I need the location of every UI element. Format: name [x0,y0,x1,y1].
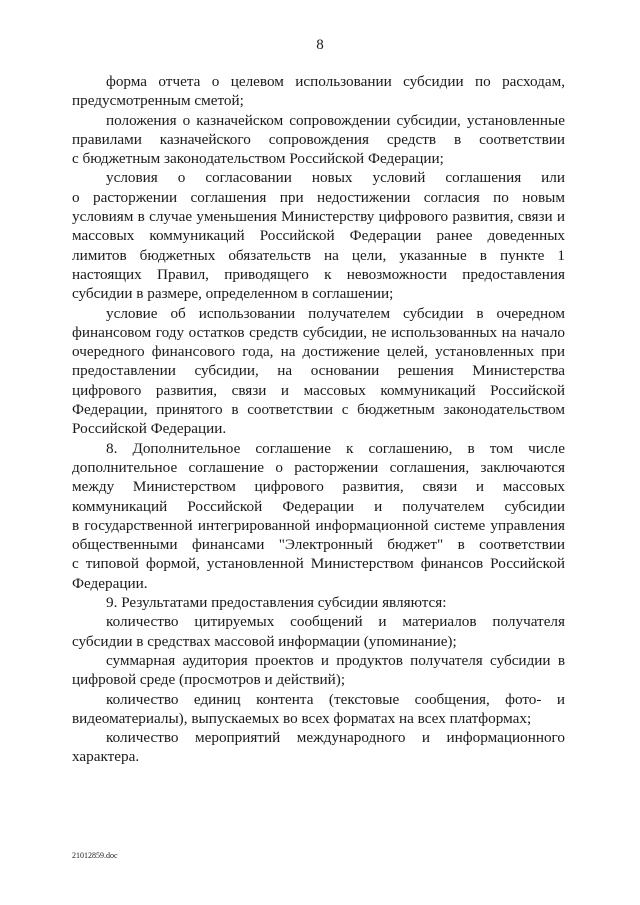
paragraph [72,651,565,690]
text-line: Российской Федерации. [72,420,227,438]
text-line: коммуникаций Российской Федерации и получателем субсидии [72,497,565,515]
paragraph [72,593,565,612]
text-line: в государственной интегрированной информационной системе управления [72,516,565,534]
text-line: форма отчета о целевом использовании субсидии по расходам, [106,73,565,90]
text-line: условия о согласовании новых условий соглашения или [106,169,565,187]
paragraph [72,728,565,767]
text-line: общественными финансами "Электронный бюджет" в соответствии [72,536,565,554]
text-line: 8. Дополнительное соглашение к соглашению, в том числе [106,439,565,457]
text-line: настоящих Правил, приводящего к невозможности предоставления [72,265,565,283]
text-line: субсидии в размере, определенном в соглашении; [72,285,394,303]
text-line: массовых коммуникаций Российской Федерации ранее доведенных [72,227,565,245]
text-line: с бюджетным законодательством Российской Федерации; [72,150,444,168]
text-line: условиям в случае уменьшения Министерству цифрового развития, связи и [72,208,565,226]
paragraph [72,168,565,303]
text-line: цифрового развития, связи и массовых коммуникаций Российской [72,381,565,399]
text-line: правилами казначейского сопровождения средств в соответствии [72,130,565,148]
paragraph [72,690,565,729]
text-line: дополнительное соглашение о расторжении соглашения, заключаются [72,458,565,476]
text-line: о расторжении соглашения при недостижении согласия по новым [72,188,565,206]
text-line: лимитов бюджетных обязательств на цели, указанные в пункте 1 [72,246,565,264]
text-line: условие об использовании получателем субсидии в очередном [106,304,565,322]
text-line: субсидии в средствах массовой информации (упоминание); [72,632,457,650]
page-number: 8 [316,37,324,53]
text-line: предусмотренным сметой; [72,92,244,110]
text-line: суммарная аудитория проектов и продуктов получателя субсидии в [106,651,565,669]
paragraph [72,111,565,169]
file-reference: 21012859.doc [72,851,118,860]
paragraph [72,439,565,593]
document-body [72,72,565,767]
text-line: очередного финансового года, на достижение целей, установленных при [72,343,565,361]
text-line: видеоматериалы), выпускаемых во всех форматах на всех платформах; [72,709,532,727]
paragraph [72,72,565,111]
text-line: между Министерством цифрового развития, связи и массовых [72,478,565,496]
text-line: цифровой среде (просмотров и действий); [72,671,346,689]
text-line: финансовом году остатков средств субсидии, не использованных на начало [72,323,565,341]
text-line: положения о казначейском сопровождении субсидии, установленные [106,111,565,129]
text-line: Федерации, принятого в соответствии с бюджетным законодательством [72,401,565,419]
text-line: количество цитируемых сообщений и материалов получателя [106,613,565,631]
paragraph [72,612,565,651]
paragraph [72,304,565,439]
text-line: предоставлении субсидии, на основании решения Министерства [72,362,565,380]
text-line: с типовой формой, установленной Министерством финансов Российской [72,555,565,573]
text-line: количество единиц контента (текстовые сообщения, фото- и [106,690,565,708]
text-line: 9. Результатами предоставления субсидии являются: [106,594,447,612]
text-line: количество мероприятий международного и информационного [106,729,565,747]
text-line: характера. [72,748,140,766]
text-line: Федерации. [72,574,148,592]
